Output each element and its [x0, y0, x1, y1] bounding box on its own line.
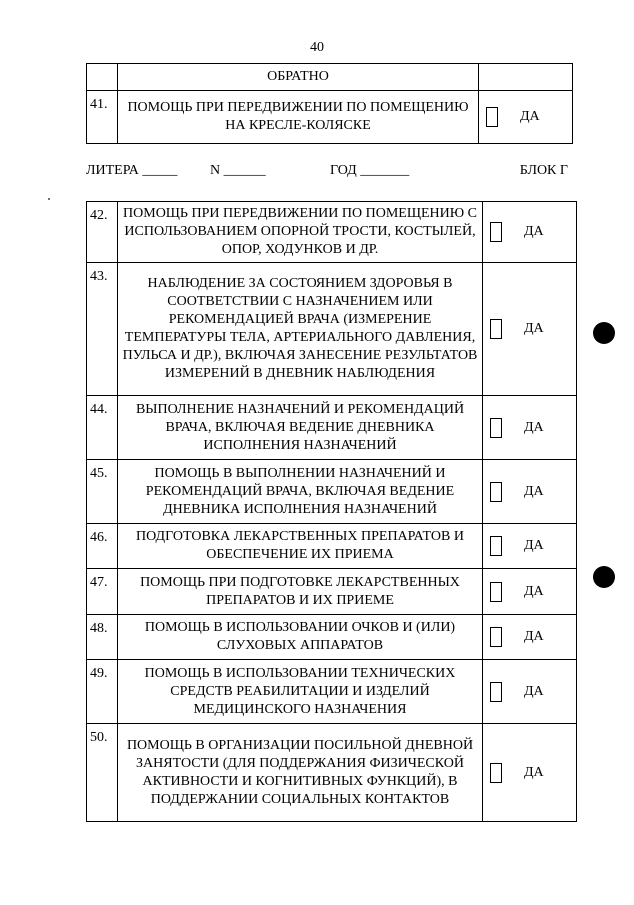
table-row — [87, 263, 577, 396]
continuation-header-row — [87, 64, 573, 91]
table-row — [87, 91, 573, 144]
row-check-cell — [483, 569, 577, 615]
year-field: ГОД _______ — [330, 163, 410, 178]
checkbox[interactable] — [490, 319, 502, 339]
checkbox-label: ДА — [524, 683, 544, 699]
checkbox[interactable] — [486, 107, 498, 127]
row-check-cell — [479, 91, 573, 144]
table-row — [87, 460, 577, 524]
table-row — [87, 524, 577, 569]
checkbox-label: ДА — [524, 764, 544, 780]
table-row — [87, 615, 577, 660]
services-table — [86, 201, 577, 822]
checkbox-label: ДА — [520, 109, 540, 124]
table-row — [87, 724, 577, 822]
checkbox-label: ДА — [524, 224, 544, 239]
row-text: ПОМОЩЬ ПРИ ПОДГОТОВКЕ ЛЕКАРСТВЕННЫХ ПРЕПАРАТОВ И ИХ ПРИЕМЕ — [118, 569, 483, 615]
row-number: 46. — [87, 524, 118, 569]
table-row — [87, 396, 577, 460]
row-text: ПОМОЩЬ В ИСПОЛЬЗОВАНИИ ТЕХНИЧЕСКИХ СРЕДСТВ РЕАБИЛИТАЦИИ И ИЗДЕЛИЙ МЕДИЦИНСКОГО НАЗНАЧЕНИЯ — [118, 660, 483, 724]
punch-hole-mark — [593, 322, 615, 344]
checkbox[interactable] — [490, 582, 502, 602]
row-check-cell — [483, 202, 577, 263]
row-number: 42. — [87, 202, 118, 263]
checkbox[interactable] — [490, 763, 502, 783]
row-text: ПОДГОТОВКА ЛЕКАРСТВЕННЫХ ПРЕПАРАТОВ И ОБЕСПЕЧЕНИЕ ИХ ПРИЕМА — [118, 524, 483, 569]
checkbox[interactable] — [490, 682, 502, 702]
row-number: 45. — [87, 460, 118, 524]
number-field: N ______ — [210, 163, 266, 178]
litera-field: ЛИТЕРА _____ — [86, 163, 178, 178]
checkbox[interactable] — [490, 482, 502, 502]
row-text: ПОМОЩЬ ПРИ ПЕРЕДВИЖЕНИИ ПО ПОМЕЩЕНИЮ НА КРЕСЛЕ-КОЛЯСКЕ — [118, 91, 479, 144]
checkbox-label: ДА — [524, 538, 544, 553]
row-number: 43. — [87, 263, 118, 396]
row-check-cell — [483, 524, 577, 569]
checkbox-label: ДА — [524, 419, 544, 435]
checkbox-label: ДА — [524, 321, 544, 336]
checkbox[interactable] — [490, 418, 502, 438]
table-row — [87, 569, 577, 615]
row-text: ПОМОЩЬ В ОРГАНИЗАЦИИ ПОСИЛЬНОЙ ДНЕВНОЙ ЗАНЯТОСТИ (ДЛЯ ПОДДЕРЖАНИЯ ФИЗИЧЕСКОЙ АКТИВНОСТИ И КОГНИТИВНЫХ ФУНКЦИЙ), В ПОДДЕРЖАНИИ СОЦИАЛЬНЫХ КОНТАКТОВ — [118, 724, 483, 822]
table-row — [87, 660, 577, 724]
checkbox-label: ДА — [524, 629, 544, 644]
row-text: ПОМОЩЬ В ВЫПОЛНЕНИИ НАЗНАЧЕНИЙ И РЕКОМЕНДАЦИЙ ВРАЧА, ВКЛЮЧАЯ ВЕДЕНИЕ ДНЕВНИКА ИСПОЛНЕНИЯ НАЗНАЧЕНИЙ — [118, 460, 483, 524]
block-meta-line — [86, 162, 570, 180]
row-text: ПОМОЩЬ В ИСПОЛЬЗОВАНИИ ОЧКОВ И (ИЛИ) СЛУХОВЫХ АППАРАТОВ — [118, 615, 483, 660]
row-number: 48. — [87, 615, 118, 660]
table-row — [87, 202, 577, 263]
checkbox-label: ДА — [524, 583, 544, 599]
row-text: ВЫПОЛНЕНИЕ НАЗНАЧЕНИЙ И РЕКОМЕНДАЦИЙ ВРАЧА, ВКЛЮЧАЯ ВЕДЕНИЕ ДНЕВНИКА ИСПОЛНЕНИЯ НАЗНАЧЕНИЙ — [118, 396, 483, 460]
scan-speck — [48, 198, 50, 200]
punch-hole-mark — [593, 566, 615, 588]
row-check-cell — [483, 724, 577, 822]
row-check-cell — [483, 460, 577, 524]
row-number: 49. — [87, 660, 118, 724]
row-number: 44. — [87, 396, 118, 460]
continuation-header: ОБРАТНО — [118, 64, 479, 91]
checkbox-label: ДА — [524, 483, 544, 499]
checkbox[interactable] — [490, 222, 502, 242]
row-text: НАБЛЮДЕНИЕ ЗА СОСТОЯНИЕМ ЗДОРОВЬЯ В СООТВЕТСТВИИ С НАЗНАЧЕНИЕМ ИЛИ РЕКОМЕНДАЦИЕЙ ВРАЧА (ИЗМЕРЕНИЕ ТЕМПЕРАТУРЫ ТЕЛА, АРТЕРИАЛЬНОГО ДАВЛЕНИЯ, ПУЛЬСА И ДР.), ВКЛЮЧАЯ ЗАНЕСЕНИЕ РЕЗУЛЬТАТОВ ИЗМЕРЕНИЙ В ДНЕВНИК НАБЛЮДЕНИЯ — [118, 263, 483, 396]
row-check-cell — [483, 660, 577, 724]
checkbox[interactable] — [490, 536, 502, 556]
header-num-cell — [87, 64, 118, 91]
row-number: 41. — [87, 91, 118, 144]
checkbox[interactable] — [490, 627, 502, 647]
row-number: 50. — [87, 724, 118, 822]
row-check-cell — [483, 615, 577, 660]
row-text: ПОМОЩЬ ПРИ ПЕРЕДВИЖЕНИИ ПО ПОМЕЩЕНИЮ С ИСПОЛЬЗОВАНИЕМ ОПОРНОЙ ТРОСТИ, КОСТЫЛЕЙ, ОПОР, ХОДУНКОВ И ДР. — [118, 202, 483, 263]
continuation-table — [86, 63, 573, 144]
header-check-cell — [479, 64, 573, 91]
row-check-cell — [483, 263, 577, 396]
page-number: 40 — [310, 40, 324, 55]
row-check-cell — [483, 396, 577, 460]
row-number: 47. — [87, 569, 118, 615]
block-label: БЛОК Г — [519, 163, 568, 178]
